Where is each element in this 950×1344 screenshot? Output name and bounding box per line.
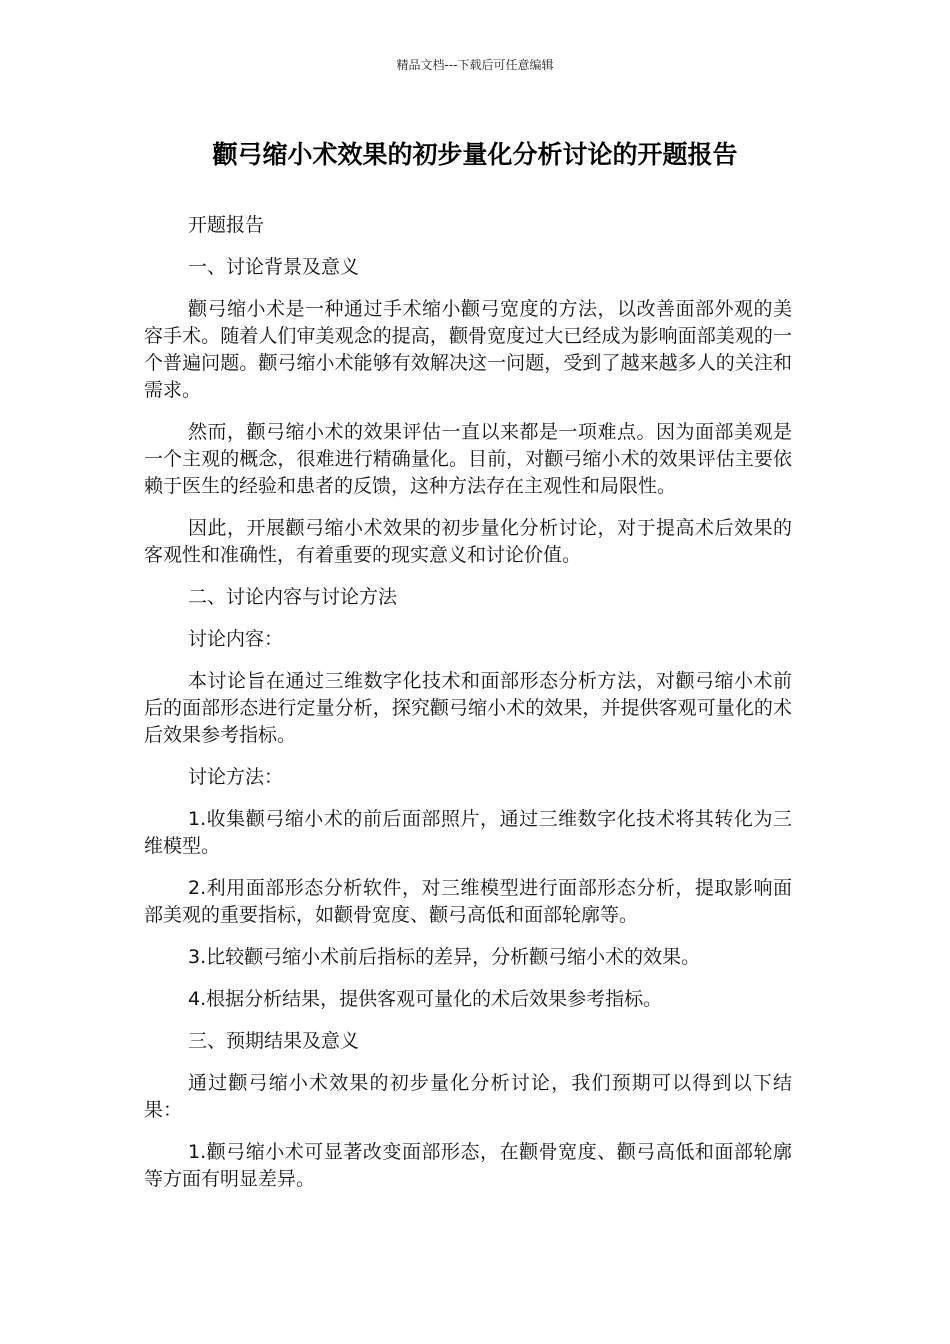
list-item: 3.比较颧弓缩小术前后指标的差异，分析颧弓缩小术的效果。: [188, 946, 701, 968]
section-heading-background: 一、讨论背景及意义: [188, 256, 360, 278]
paragraph-heading-report: 开题报告: [188, 214, 265, 236]
list-item: 1.颧弓缩小术可显著改变面部形态，在颧骨宽度、颧弓高低和面部轮廓等方面有明显差异。: [144, 1141, 792, 1190]
document-title: 颧弓缩小术效果的初步量化分析讨论的开题报告: [212, 140, 738, 169]
paragraph: 通过颧弓缩小术效果的初步量化分析讨论，我们预期可以得到以下结果：: [144, 1072, 792, 1121]
document-body: [144, 212, 792, 1208]
list-item: 2.利用面部形态分析软件，对三维模型进行面部形态分析，提取影响面部美观的重要指标，如颧骨宽度、颧弓高低和面部轮廓等。: [144, 877, 792, 926]
list-item: 1.收集颧弓缩小术的前后面部照片，通过三维数字化技术将其转化为三维模型。: [144, 808, 792, 857]
section-heading-content-method: 二、讨论内容与讨论方法: [188, 586, 398, 608]
list-item: 4.根据分析结果，提供客观可量化的术后效果参考指标。: [188, 988, 663, 1010]
paragraph: 颧弓缩小术是一种通过手术缩小颧弓宽度的方法，以改善面部外观的美容手术。随着人们审美观念的提高，颧骨宽度过大已经成为影响面部美观的一个普遍问题。颧弓缩小术能够有效解决这一问题，受到了越来越多人的关注和需求。: [144, 298, 792, 401]
paragraph: 因此，开展颧弓缩小术效果的初步量化分析讨论，对于提高术后效果的客观性和准确性，有着重要的现实意义和讨论价值。: [144, 517, 792, 566]
paragraph: 本讨论旨在通过三维数字化技术和面部形态分析方法，对颧弓缩小术前后的面部形态进行定量分析，探究颧弓缩小术的效果，并提供客观可量化的术后效果参考指标。: [144, 670, 792, 746]
paragraph: 然而，颧弓缩小术的效果评估一直以来都是一项难点。因为面部美观是一个主观的概念，很难进行精确量化。目前，对颧弓缩小术的效果评估主要依赖于医生的经验和患者的反馈，这种方法存在主观性和局限性。: [144, 421, 792, 497]
subheading-content: 讨论内容：: [188, 628, 284, 650]
page-header: 精品文档---下载后可任意编辑: [396, 58, 554, 72]
section-heading-expected-results: 三、预期结果及意义: [188, 1030, 360, 1052]
subheading-method: 讨论方法：: [188, 766, 284, 788]
